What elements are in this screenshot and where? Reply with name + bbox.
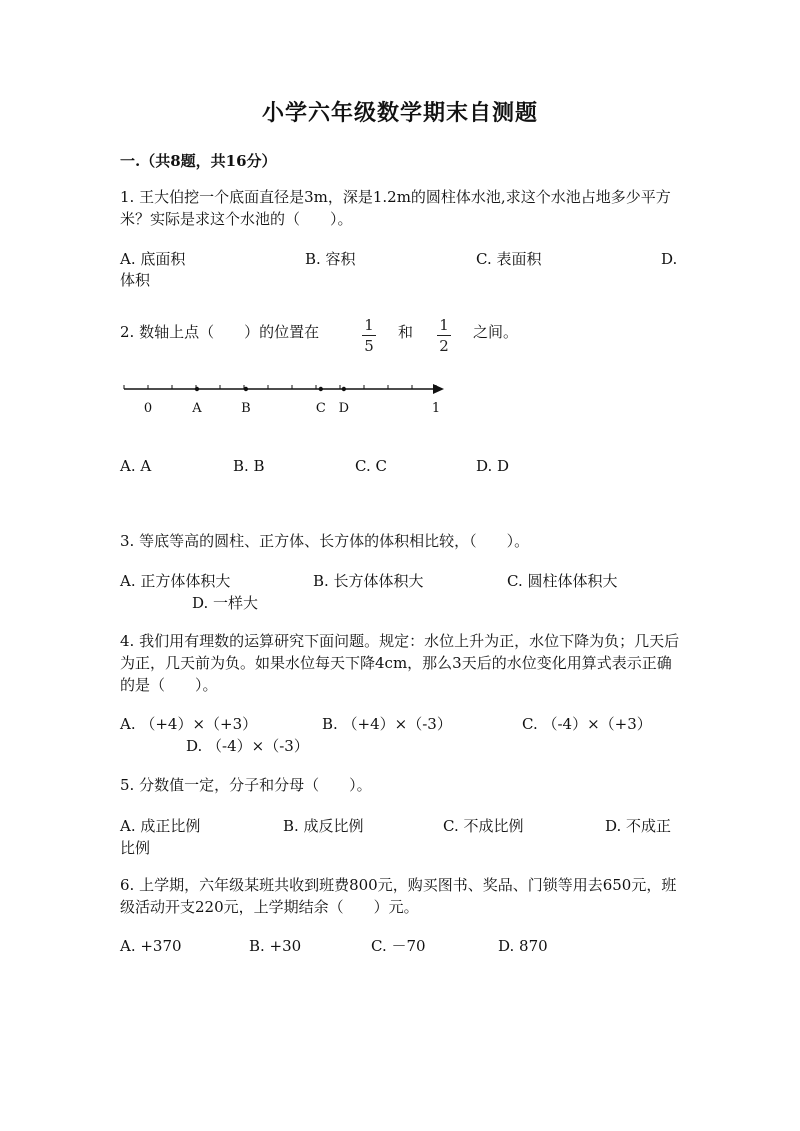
q6-option-b: B. +30 <box>249 937 302 955</box>
q1-option-d: D. <box>661 250 678 268</box>
number-line-points <box>144 387 440 416</box>
question-2-and: 和 <box>398 323 414 341</box>
fraction-bar <box>437 335 451 336</box>
q4-option-d: D. （-4）×（-3） <box>186 737 309 755</box>
q1-option-c: C. 表面积 <box>476 250 542 268</box>
q4-option-b: B. （+4）×（-3） <box>322 715 452 733</box>
number-line-point-a <box>195 387 199 391</box>
question-6-text: 6. 上学期，六年级某班共收到班费800元，购买图书、奖品、门锁等用去650元，班级活动开支220元，上学期结余（ ）元。 <box>120 876 677 916</box>
q2-option-a: A. A <box>120 457 152 475</box>
q5-option-c: C. 不成比例 <box>443 817 524 835</box>
q6-option-a: A. +370 <box>120 937 182 955</box>
fraction-numerator: 1 <box>439 316 449 334</box>
q3-option-c: C. 圆柱体体积大 <box>507 572 618 590</box>
question-3-text: 3. 等底等高的圆柱、正方体、长方体的体积相比较，（ ）。 <box>120 532 530 550</box>
q3-option-b: B. 长方体体积大 <box>313 572 424 590</box>
fraction-bar <box>362 335 376 336</box>
q6-option-c: C. －70 <box>371 937 426 955</box>
fraction-denominator: 2 <box>439 337 449 355</box>
question-2-text-end: 之间。 <box>473 323 519 341</box>
question-1-text: 1. 王大伯挖一个底面直径是3m，深是1.2m的圆柱体水池,求这个水池占地多少平方米？实际是求这个水池的（ ）。 <box>120 188 671 228</box>
fraction-one-fifth <box>361 316 377 355</box>
fraction-one-half <box>436 316 452 355</box>
q3-option-a: A. 正方体体积大 <box>120 572 231 590</box>
number-line-label: A <box>192 401 202 416</box>
q1-option-d-continued: 体积 <box>120 271 151 289</box>
question-4-text: 4. 我们用有理数的运算研究下面问题。规定：水位上升为正，水位下降为负；几天后为正，几天前为负。如果水位每天下降4cm，那么3天后的水位变化用算式表示正确的是（ ）。 <box>120 632 680 694</box>
q5-option-d-continued: 比例 <box>120 839 151 857</box>
fraction-numerator: 1 <box>364 316 374 334</box>
number-line <box>118 374 458 422</box>
question-2-text: 2. 数轴上点（ ）的位置在 <box>120 323 320 341</box>
q5-option-b: B. 成反比例 <box>283 817 364 835</box>
q2-option-d: D. D <box>476 457 510 475</box>
number-line-point-b <box>244 387 248 391</box>
number-line-label: 0 <box>143 401 153 416</box>
q4-option-a: A. （+4）×（+3） <box>120 715 258 733</box>
number-line-label: 1 <box>431 401 441 416</box>
q3-option-d: D. 一样大 <box>192 594 259 612</box>
number-line-arrow <box>433 384 444 394</box>
q1-option-a: A. 底面积 <box>120 250 186 268</box>
q5-option-a: A. 成正比例 <box>120 817 201 835</box>
number-line-point-c <box>319 387 323 391</box>
page-title: 小学六年级数学期末自测题 <box>261 100 538 126</box>
q4-option-c: C. （-4）×（+3） <box>522 715 652 733</box>
fraction-denominator: 5 <box>364 337 374 355</box>
number-line-point-d <box>342 387 346 391</box>
number-line-label: C <box>315 401 326 416</box>
number-line-label: D <box>338 401 350 416</box>
number-line-label: B <box>241 401 251 416</box>
section-heading: 一.（共8题，共16分） <box>120 152 277 170</box>
q5-option-d: D. 不成正 <box>605 817 672 835</box>
q2-option-c: C. C <box>355 457 387 475</box>
q6-option-d: D. 870 <box>498 937 548 955</box>
q1-option-b: B. 容积 <box>305 250 356 268</box>
question-5-text: 5. 分数值一定，分子和分母（ ）。 <box>120 776 372 794</box>
q2-option-b: B. B <box>233 457 265 475</box>
